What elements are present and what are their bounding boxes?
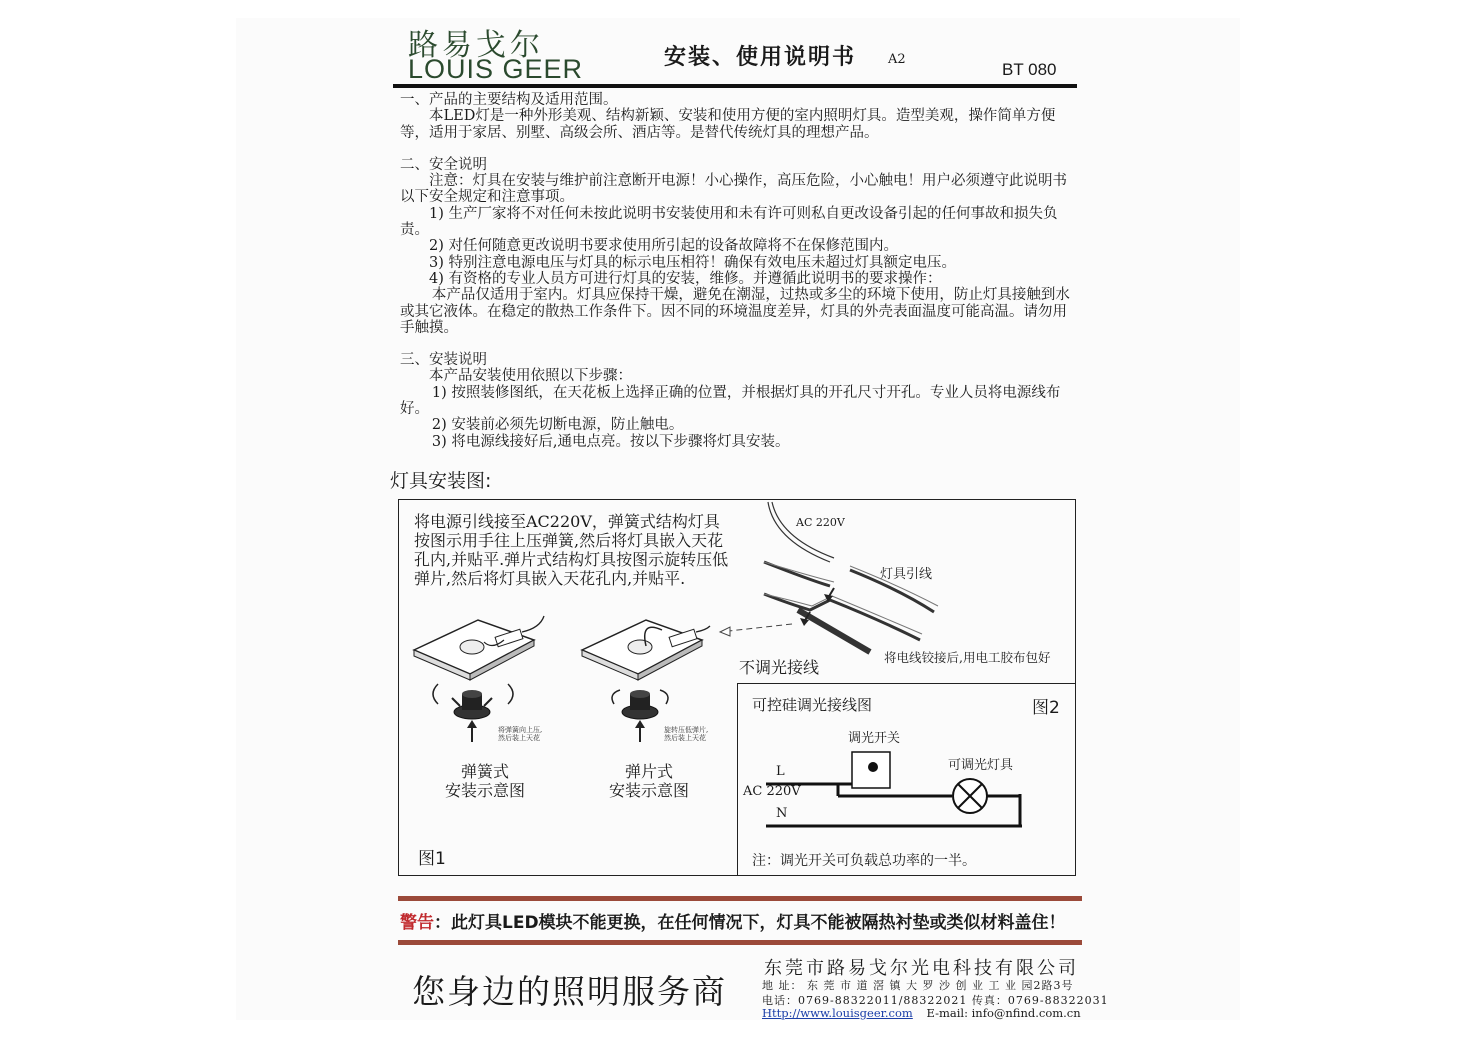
wiring-ac-label: AC 220V	[796, 516, 845, 529]
company-phone: 电话：0769-88322011/88322021 传真：0769-88322031	[762, 994, 1109, 1007]
figure2-label: 图2	[1032, 698, 1060, 718]
figure1-label: 图1	[418, 849, 446, 869]
clip-note-line2: 然后装上天花	[664, 734, 706, 742]
document-version: A2	[888, 52, 906, 67]
section3-heading: 三、安装说明	[400, 352, 487, 369]
instructions-body	[400, 92, 1072, 450]
company-name: 东莞市路易戈尔光电科技有限公司	[764, 958, 1079, 979]
warning-rule-top	[398, 896, 1082, 901]
safety-item-2: 2) 对任何随意更改说明书要求使用所引起的设备故障将不在保修范围内。	[429, 238, 898, 255]
install-step-1: 1) 按照装修图纸，在天花板上选择正确的位置，并根据灯具的开孔尺寸开孔。专业人员将电源线布好。	[400, 384, 1061, 418]
website-link[interactable]: Http://www.louisgeer.com	[762, 1006, 913, 1020]
safety-item-3: 3) 特别注意电源电压与灯具的标示电压相符！确保有效电压未超过灯具额定电压。	[429, 254, 956, 271]
warning-text	[400, 908, 1066, 933]
dimmable-lamp-label: 可调光灯具	[948, 758, 1014, 773]
section3-intro: 本产品安装使用依照以下步骤：	[429, 368, 632, 385]
spring-note-line1: 将弹簧向上压,	[498, 726, 543, 734]
section2-intro: 注意：灯具在安装与维护前注意断开电源！小心操作，高压危险，小心触电！用户必须遵守此说明书以下安全规定和注意事项。	[400, 173, 1067, 206]
section1-text: 本LED灯是一种外形美观、结构新颖、安装和使用方便的室内照明灯具。造型美观，操作简单方便等，适用于家居、别墅、高级会所、酒店等。是替代传统灯具的理想产品。	[400, 108, 1056, 141]
dimmer-ac-label: AC 220V	[743, 784, 801, 799]
section2-heading: 二、安全说明	[400, 156, 487, 173]
clip-type-drawing	[582, 620, 710, 742]
line-n-label: N	[776, 806, 788, 821]
brand-logo-en: LOUIS GEER	[408, 54, 584, 84]
install-step-2: 2) 安装前必须先切断电源，防止触电。	[431, 417, 684, 434]
spring-type-drawing	[414, 616, 544, 742]
spring-caption-line2: 安装示意图	[444, 781, 525, 800]
clip-note	[664, 726, 734, 742]
slogan: 您身边的照明服务商	[412, 972, 727, 1011]
clip-caption-line1: 弹片式	[624, 762, 673, 781]
web-contact	[762, 1006, 1081, 1020]
install-step-3: 3) 将电源线接好后,通电点亮。按以下步骤将灯具安装。	[431, 433, 790, 450]
dimmer-circuit	[760, 740, 1040, 840]
brand-logo-cn: 路易戈尔	[408, 28, 544, 63]
spring-note	[498, 726, 568, 742]
spring-note-line2: 然后装上天花	[498, 734, 540, 742]
safety-item-4: 4) 有资格的专业人员方可进行灯具的安装，维修。并遵循此说明书的要求操作：	[429, 270, 942, 287]
spring-caption	[430, 762, 540, 800]
company-address: 地 址： 东 莞 市 道 滘 镇 大 罗 沙 创 业 工 业 园2路3号	[762, 979, 1074, 992]
clip-caption-line2: 安装示意图	[608, 781, 689, 800]
header-rule	[393, 84, 1077, 88]
warning-message: ：此灯具LED模块不能更换，在任何情况下，灯具不能被隔热衬垫或类似材料盖住！	[434, 913, 1066, 933]
clip-caption	[594, 762, 704, 800]
clip-note-line1: 旋转压低弹片,	[664, 726, 709, 734]
figure-description: 将电源引线接至AC220V，弹簧式结构灯具按图示用手往上压弹簧,然后将灯具嵌入天花孔内,并贴平.弹片式结构灯具按图示旋转压低弹片,然后将灯具嵌入天花孔内,并贴平.	[414, 512, 729, 588]
lamp-lead-label: 灯具引线	[880, 567, 933, 582]
section2-note: 本产品仅适用于室内。灯具应保持干燥，避免在潮湿，过热或多尘的环境下使用，防止灯具接触到水或其它液体。在稳定的散热工作条件下。因不同的环境温度差异，灯具的外壳表面温度可能高温。请勿用手触摸。	[400, 287, 1070, 336]
email-text: E-mail: info@nfind.com.cn	[926, 1006, 1081, 1020]
dimmer-title: 可控硅调光接线图	[752, 696, 873, 714]
warning-prefix: 警告	[400, 913, 434, 933]
installation-drawings	[400, 600, 740, 780]
document-title: 安装、使用说明书	[664, 45, 857, 70]
warning-rule-bottom	[398, 940, 1082, 945]
wiring-drawing	[700, 500, 1076, 665]
model-code: BT 080	[1002, 60, 1057, 79]
dimmer-note: 注：调光开关可负载总功率的一半。	[752, 853, 976, 869]
dimmer-switch-label: 调光开关	[848, 731, 901, 746]
contact-info	[762, 978, 1109, 1008]
spring-caption-line1: 弹簧式	[460, 762, 509, 781]
safety-item-1: 1) 生产厂家将不对任何未按此说明书安装使用和未有许可则私自更改设备引起的任何事故和损失负责。	[400, 205, 1058, 239]
non-dimming-caption: 不调光接线	[739, 658, 820, 677]
line-l-label: L	[776, 764, 785, 779]
figure-heading: 灯具安装图:	[390, 470, 492, 492]
section1-heading: 一、产品的主要结构及适用范围。	[400, 92, 618, 108]
twist-note: 将电线铰接后,用电工胶布包好	[884, 650, 1051, 665]
